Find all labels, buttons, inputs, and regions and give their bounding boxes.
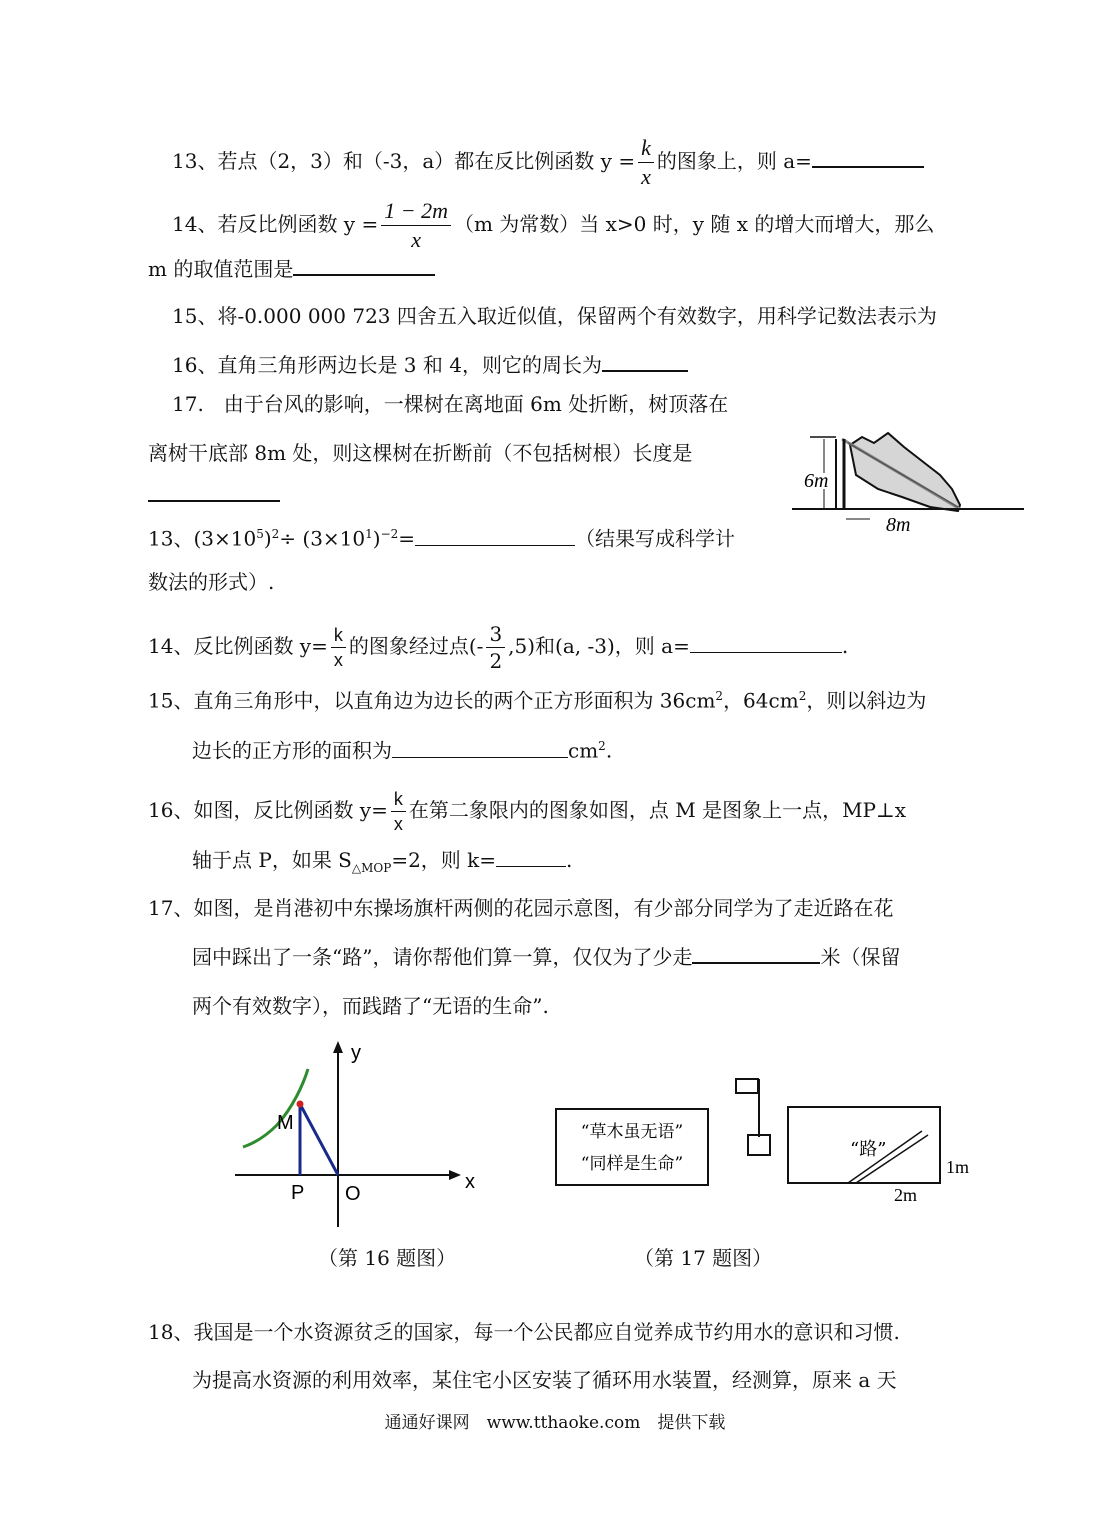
question-14a: 14、若反比例函数 y = $\frac{1 - 2m}{x}$ （m 为常数）当 x>0 时，y 随 x 的增大而增大，那么 [172, 198, 935, 252]
flagpole-base [748, 1135, 770, 1155]
x-axis-arrow [449, 1170, 461, 1180]
label-x: x [465, 1171, 475, 1193]
question-16a: 16、直角三角形两边长是 3 和 4，则它的周长为 [172, 350, 688, 379]
answer-blank[interactable] [690, 634, 842, 653]
fraction-k-over-x: $\frac{k}{x}$ [638, 137, 654, 188]
question-18: 18、我国是一个水资源贫乏的国家，每一个公民都应自觉养成节约用水的意识和习惯. [148, 1320, 900, 1344]
fraction-k-over-x: $\frac{k}{x}$ [391, 790, 406, 833]
question-17b-line2: 园中踩出了一条“路”，请你帮他们算一算，仅仅为了少走 米（保留 [192, 942, 900, 971]
fraction-1-2m-over-x: $\frac{1 - 2m}{x}$ [381, 200, 451, 251]
distance-label: 8m [886, 514, 911, 536]
sign-line-2: “同样是生命” [580, 1154, 684, 1174]
sign-line-1: “草木虽无语” [580, 1122, 684, 1142]
label-p: P [291, 1182, 305, 1204]
point-m [297, 1101, 304, 1108]
answer-blank[interactable] [812, 146, 924, 168]
question-15b: 15、直角三角形中，以直角边为边长的两个正方形面积为 $36cm^2$，$64cm^2$，则以斜边为 [148, 688, 927, 713]
fraction-k-over-x: $\frac{k}{x}$ [331, 626, 346, 669]
side-label-2m: 2m [894, 1185, 918, 1205]
question-17a-blank [148, 480, 280, 509]
figure-17-caption: （第 17 题图） [634, 1246, 773, 1270]
flag [736, 1079, 758, 1093]
question-15a: 15、将-0.000 000 723 四舍五入取近似值，保留两个有效数字，用科学记数法表示为 [172, 304, 937, 328]
fraction-3-over-2: $\frac{3}{2}$ [486, 624, 505, 671]
figure-17-garden [550, 1075, 990, 1205]
question-17a-line2: 离树干底部 8m 处，则这棵树在折断前（不包括树根）长度是 [148, 441, 693, 465]
answer-blank[interactable] [496, 848, 566, 867]
question-14b: 14、反比例函数 y= $\frac{k}{x}$ 的图象经过点(- $\frac{3}{2}$ ,5)和(a, -3)，则 a= . [148, 622, 849, 673]
label-y: y [351, 1042, 361, 1064]
question-18-line2: 为提高水资源的利用效率，某住宅小区安装了循环用水装置，经测算，原来 a 天 [192, 1368, 897, 1392]
figure-16-hyperbola [225, 1035, 495, 1235]
answer-blank[interactable] [692, 942, 820, 964]
question-17b: 17、如图，是肖港初中东操场旗杆两侧的花园示意图，有少部分同学为了走近路在花 [148, 896, 894, 920]
answer-blank[interactable] [148, 480, 280, 502]
broken-tree-figure [790, 425, 1030, 545]
question-14a-line2: m 的取值范围是 [148, 254, 435, 283]
road-label: “路” [850, 1139, 887, 1160]
question-17b-line3: 两个有效数字），而践踏了“无语的生命”. [192, 994, 549, 1018]
label-m: M [277, 1112, 294, 1134]
side-label-1m: 1m [946, 1157, 970, 1177]
answer-blank[interactable] [392, 739, 568, 758]
question-17a: 17. 由于台风的影响，一棵树在离地面 6m 处折断，树顶落在 [172, 392, 729, 416]
height-label: 6m [804, 470, 829, 492]
figure-16-caption: （第 16 题图） [318, 1246, 457, 1270]
question-16b-line2: 轴于点 P，如果 $S_{\triangle MOP}=2$，则 k= . [192, 848, 573, 875]
question-13b-line2: 数法的形式）. [148, 570, 275, 594]
question-16b: 16、如图，反比例函数 y= $\frac{k}{x}$ 在第二象限内的图象如图，点 M 是图象上一点，MP⊥x [148, 789, 907, 834]
answer-blank[interactable] [415, 527, 575, 546]
footer: 通通好课网 www.tthaoke.com 提供下载 [384, 1413, 726, 1433]
label-o: O [345, 1183, 361, 1205]
hyperbola-curve [243, 1069, 308, 1147]
answer-blank[interactable] [602, 350, 688, 372]
question-13b: 13、$(3\times 10^5)^2\div (3\times 10^1)^{-2}=$ （结果写成科学计 [148, 526, 736, 551]
y-axis-arrow [333, 1041, 343, 1053]
question-13a: 13、若点（2，3）和（-3，a）都在反比例函数 y = $\frac{k}{x}$ 的图象上，则 a= [172, 137, 924, 188]
question-15b-line2: 边长的正方形的面积为 $cm^2$. [192, 738, 613, 763]
segment-mo [300, 1104, 338, 1175]
answer-blank[interactable] [293, 254, 435, 276]
